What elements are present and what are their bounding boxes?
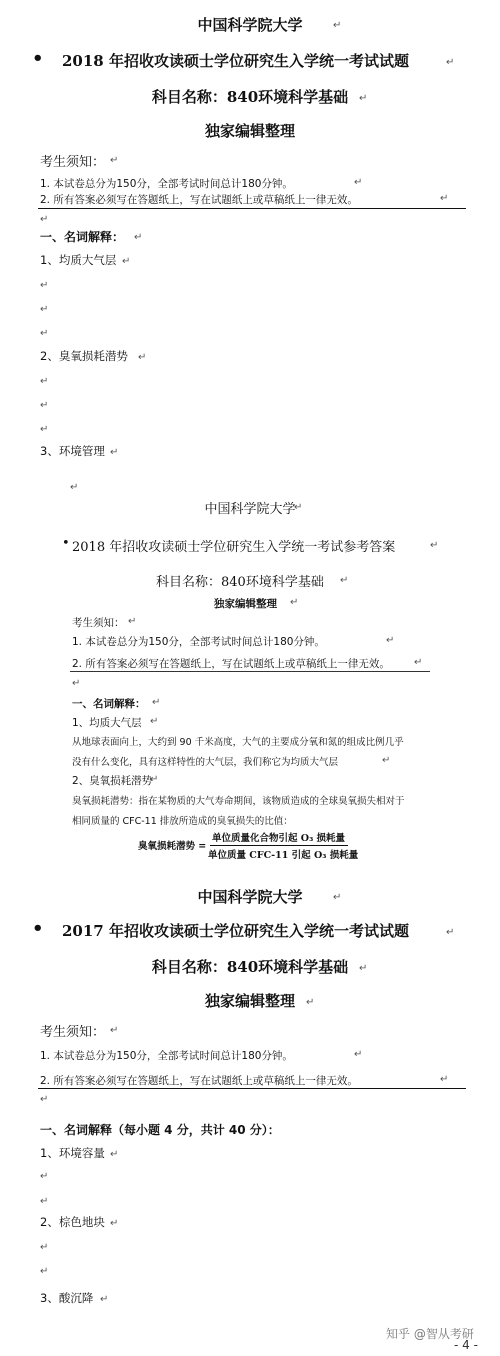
paragraph-mark-icon: ↵ [294, 502, 303, 513]
answer-2-line-2: 相同质量的 CFC-11 排放所造成的臭氧损失的比值： [72, 816, 293, 827]
paragraph-mark-icon: ↵ [150, 774, 159, 785]
edit-note: 独家编辑整理 [204, 992, 295, 1010]
paragraph-mark-icon: ↵ [359, 93, 368, 104]
part-heading: 一、名词解释（每小题 4 分，共计 40 分）： [40, 1123, 280, 1137]
question-1: 1、均质大气层 [72, 717, 142, 729]
notice-item-1: 1. 本试卷总分为150分，全部考试时间总计180分钟。 [40, 178, 293, 190]
paragraph-mark-icon: ↵ [333, 20, 342, 31]
bullet-icon: • [62, 536, 70, 551]
paragraph-mark-icon: ↵ [40, 1266, 49, 1277]
formula-denominator: 单位质量 CFC-11 引起 O₃ 损耗量 [208, 850, 359, 861]
paragraph-mark-icon: ↵ [414, 657, 423, 668]
paragraph-mark-icon: ↵ [306, 997, 315, 1008]
notice-label: 考生须知： [72, 617, 125, 629]
paragraph-mark-icon: ↵ [340, 575, 349, 586]
paragraph-mark-icon: ↵ [40, 1196, 49, 1207]
exam-section-2018 [0, 0, 500, 470]
question-1: 1、均质大气层 [40, 253, 117, 267]
paragraph-mark-icon: ↵ [110, 1149, 119, 1160]
paragraph-mark-icon: ↵ [150, 716, 159, 727]
edit-note: 独家编辑整理 [214, 598, 277, 610]
bullet-icon: • [32, 48, 44, 69]
watermark: 知乎 @智从考研 [386, 1327, 474, 1341]
paragraph-mark-icon: ↵ [333, 892, 342, 903]
question-3: 3、环境管理 [40, 444, 105, 458]
paragraph-mark-icon: ↵ [40, 280, 49, 291]
divider [70, 671, 430, 672]
edit-note: 独家编辑整理 [204, 122, 295, 140]
formula-numerator: 单位质量化合物引起 O₃ 损耗量 [212, 833, 346, 844]
paragraph-mark-icon: ↵ [354, 177, 363, 188]
notice-item-2: 2. 所有答案必须写在答题纸上，写在试题纸上或草稿纸上一律无效。 [40, 1075, 358, 1087]
paragraph-mark-icon: ↵ [440, 193, 449, 204]
paragraph-mark-icon: ↵ [110, 1025, 119, 1036]
paragraph-mark-icon: ↵ [40, 376, 49, 387]
answer-2-line-1: 臭氧损耗潜势：指在某物质的大气寿命期间，该物质造成的全球臭氧损失相对于 [72, 796, 405, 807]
answer-1-line-1: 从地球表面向上，大约到 90 千米高度，大气的主要成分氧和氮的组成比例几乎 [72, 737, 404, 748]
question-2: 2、臭氧损耗潜势 [72, 775, 153, 787]
bullet-icon: • [32, 918, 44, 939]
exam-title: 2017 年招收攻读硕士学位研究生入学统一考试试题 [62, 922, 409, 940]
paragraph-mark-icon: ↵ [128, 616, 137, 627]
paragraph-mark-icon: ↵ [40, 400, 49, 411]
subject-name: 科目名称：840环境科学基础 [151, 958, 349, 976]
exam-title: 2018 年招收攻读硕士学位研究生入学统一考试试题 [62, 52, 409, 70]
paragraph-mark-icon: ↵ [440, 1074, 449, 1085]
paragraph-mark-icon: ↵ [110, 155, 119, 166]
part-heading: 一、名词解释： [72, 698, 146, 710]
paragraph-mark-icon: ↵ [40, 304, 49, 315]
exam-section-2017 [0, 880, 500, 1356]
paragraph-mark-icon: ↵ [40, 1094, 49, 1105]
fraction-bar [210, 845, 348, 846]
paragraph-mark-icon: ↵ [40, 214, 49, 225]
paragraph-mark-icon: ↵ [354, 1049, 363, 1060]
notice-item-2: 2. 所有答案必须写在答题纸上，写在试题纸上或草稿纸上一律无效。 [40, 194, 358, 206]
paragraph-mark-icon: ↵ [134, 232, 143, 243]
school-name: 中国科学院大学 [204, 502, 296, 517]
paragraph-mark-icon: ↵ [430, 540, 439, 551]
paragraph-mark-icon: ↵ [110, 1218, 119, 1229]
subject-name: 科目名称：840环境科学基础 [151, 88, 349, 106]
school-name: 中国科学院大学 [197, 888, 303, 906]
notice-label: 考生须知： [40, 1025, 106, 1040]
paragraph-mark-icon: ↵ [110, 447, 119, 458]
paragraph-mark-icon: ↵ [100, 1294, 109, 1305]
paragraph-mark-icon: ↵ [359, 963, 368, 974]
paragraph-mark-icon: ↵ [70, 482, 79, 493]
question-1: 1、环境容量 [40, 1146, 105, 1160]
page-number: - 4 - [454, 1338, 478, 1352]
school-name: 中国科学院大学 [197, 16, 303, 34]
exam-title: 2018 年招收攻读硕士学位研究生入学统一考试参考答案 [72, 540, 396, 555]
answer-1-line-2: 没有什么变化，具有这样特性的大气层，我们称它为均质大气层 [72, 757, 339, 768]
part-heading: 一、名词解释： [40, 230, 125, 244]
notice-item-1: 1. 本试卷总分为150分，全部考试时间总计180分钟。 [72, 636, 325, 648]
formula-label: 臭氧损耗潜势 = [138, 841, 207, 852]
subject-name: 科目名称：840环境科学基础 [156, 575, 324, 590]
divider [38, 1088, 466, 1089]
notice-label: 考生须知： [40, 155, 106, 170]
divider [38, 208, 466, 209]
paragraph-mark-icon: ↵ [40, 1171, 49, 1182]
question-2: 2、棕色地块 [40, 1215, 105, 1229]
notice-item-1: 1. 本试卷总分为150分，全部考试时间总计180分钟。 [40, 1050, 293, 1062]
paragraph-mark-icon: ↵ [138, 352, 147, 363]
paragraph-mark-icon: ↵ [152, 697, 161, 708]
question-2: 2、臭氧损耗潜势 [40, 349, 128, 363]
question-3: 3、酸沉降 [40, 1291, 94, 1305]
paragraph-mark-icon: ↵ [446, 927, 455, 938]
paragraph-mark-icon: ↵ [446, 57, 455, 68]
notice-item-2: 2. 所有答案必须写在答题纸上，写在试题纸上或草稿纸上一律无效。 [72, 658, 390, 670]
paragraph-mark-icon: ↵ [386, 635, 395, 646]
paragraph-mark-icon: ↵ [290, 597, 299, 608]
paragraph-mark-icon: ↵ [122, 256, 131, 267]
paragraph-mark-icon: ↵ [40, 328, 49, 339]
paragraph-mark-icon: ↵ [40, 1242, 49, 1253]
paragraph-mark-icon: ↵ [40, 424, 49, 435]
paragraph-mark-icon: ↵ [382, 755, 391, 766]
paragraph-mark-icon: ↵ [72, 678, 81, 689]
answer-section-2018 [0, 470, 500, 880]
